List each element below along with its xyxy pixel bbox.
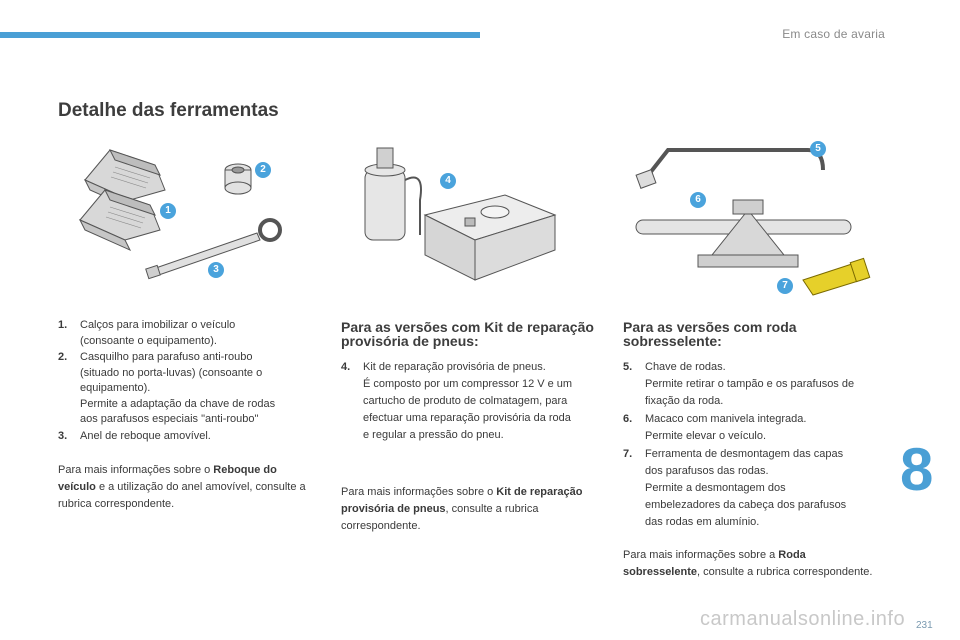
item-line: equipamento). [80, 382, 151, 394]
item-line: efectuar uma reparação provisória da roda [363, 412, 571, 424]
item-number: 4. [341, 361, 351, 373]
spare-wheel-heading: Para as versões com roda sobresselente: [623, 319, 797, 349]
item-text [80, 429, 308, 445]
item-line: cartucho de produto de colmatagem, para [363, 395, 568, 407]
header-bar [0, 32, 480, 38]
page-number: 231 [916, 620, 933, 631]
column-tools-list [58, 318, 308, 513]
section-header: Em caso de avaria [782, 27, 885, 41]
callout-badge-4: 4 [440, 173, 456, 189]
page-title: Detalhe das ferramentas [58, 100, 279, 121]
watermark: carmanualsonline.info [700, 608, 906, 630]
callout-badge-2: 2 [255, 162, 271, 178]
item-text [645, 411, 885, 445]
list-item [58, 318, 308, 349]
item-line: das rodas em alumínio. [645, 516, 760, 528]
repair-kit-heading: Para as versões com Kit de reparação provisória de pneus: [341, 319, 594, 349]
item-line: Ferramenta de desmontagem das capas [645, 448, 844, 460]
item-text [363, 359, 603, 444]
item-line: É composto por um compressor 12 V e um [363, 378, 573, 390]
item-number: 5. [623, 361, 633, 373]
item-line: Permite elevar o veículo. [645, 430, 767, 442]
spare-wheel-note: Para mais informações sobre a Roda sobresselente, consulte a rubrica correspondente. [623, 549, 873, 578]
repair-kit-note: Para mais informações sobre o Kit de reparação provisória de pneus, consulte a rubrica correspondente. [341, 486, 583, 532]
item-line: Kit de reparação provisória de pneus. [363, 361, 546, 373]
item-line: dos parafusos das rodas. [645, 465, 769, 477]
column-repair-kit [341, 320, 603, 535]
list-item [623, 411, 885, 445]
item-line: aos parafusos especiais "anti-roubo" [80, 413, 259, 425]
item-line: Macaco com manivela integrada. [645, 413, 807, 425]
item-number: 6. [623, 413, 633, 425]
list-item [58, 350, 308, 428]
item-line: Chave de rodas. [645, 361, 726, 373]
item-number: 7. [623, 448, 633, 460]
chapter-number: 8 [900, 436, 934, 503]
column-spare-wheel [623, 320, 885, 581]
item-text [80, 350, 308, 428]
item-number: 2. [58, 351, 68, 363]
callout-badge-6: 6 [690, 192, 706, 208]
item-line: embelezadores da cabeça dos parafusos [645, 499, 847, 511]
towing-note: Para mais informações sobre o Reboque do veículo e a utilização do anel amovível, consulte a rubrica correspondente. [58, 464, 306, 510]
list-item [341, 359, 603, 444]
item-text [645, 446, 885, 531]
item-number: 3. [58, 429, 68, 442]
item-line: Permite a adaptação da chave de rodas [80, 397, 276, 410]
callout-badge-1: 1 [160, 203, 176, 219]
callout-badge-3: 3 [208, 262, 224, 278]
tools-illustration-jack [628, 140, 878, 300]
item-line: Anel de reboque amovível. [80, 429, 211, 442]
item-line: Casquilho para parafuso anti-roubo [80, 351, 253, 363]
callout-badge-7: 7 [777, 278, 793, 294]
item-line: (consoante o equipamento). [80, 334, 217, 347]
item-text [645, 359, 885, 410]
item-line: e regular a pressão do pneu. [363, 429, 504, 441]
item-line: Permite a desmontagem dos [645, 482, 786, 494]
list-item [623, 359, 885, 410]
item-line: (situado no porta-luvas) (consoante o [80, 366, 263, 379]
item-line: fixação da roda. [645, 395, 724, 407]
item-line: Permite retirar o tampão e os parafusos de [645, 378, 855, 390]
item-text [80, 318, 308, 349]
callout-badge-5: 5 [810, 141, 826, 157]
item-line: Calços para imobilizar o veículo [80, 319, 236, 331]
item-number: 1. [58, 319, 68, 331]
tools-illustration-repair-kit [355, 140, 565, 290]
list-item [623, 446, 885, 531]
list-item [58, 429, 308, 445]
